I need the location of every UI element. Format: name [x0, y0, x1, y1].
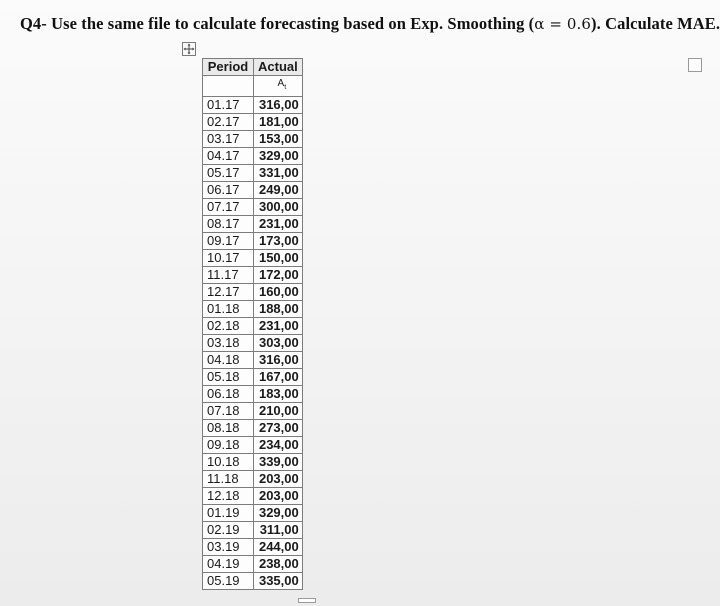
- period-cell: 02.19: [203, 522, 254, 539]
- actual-cell: 335,00: [254, 573, 303, 590]
- actual-cell: 167,00: [254, 369, 303, 386]
- period-cell: 03.19: [203, 539, 254, 556]
- actual-cell: 234,00: [254, 437, 303, 454]
- actual-cell: 210,00: [254, 403, 303, 420]
- table-row: [203, 182, 303, 199]
- period-cell: 04.18: [203, 352, 254, 369]
- table-row: [203, 318, 303, 335]
- table-row: [203, 301, 303, 318]
- period-cell: 01.19: [203, 505, 254, 522]
- question-text: [20, 14, 720, 34]
- period-cell: 10.17: [203, 250, 254, 267]
- table-row: [203, 539, 303, 556]
- period-cell: 03.17: [203, 131, 254, 148]
- data-table: [202, 58, 303, 590]
- table-row: [203, 437, 303, 454]
- actual-cell: 244,00: [254, 539, 303, 556]
- period-cell: 02.17: [203, 114, 254, 131]
- period-cell: 11.17: [203, 267, 254, 284]
- actual-cell: 203,00: [254, 471, 303, 488]
- table-body: [203, 97, 303, 590]
- period-cell: 08.17: [203, 216, 254, 233]
- actual-cell: 183,00: [254, 386, 303, 403]
- selection-corner-handle: [298, 598, 316, 603]
- table-header-row: [203, 59, 303, 76]
- table-row: [203, 403, 303, 420]
- table-row: [203, 522, 303, 539]
- table-row: [203, 131, 303, 148]
- actual-cell: 181,00: [254, 114, 303, 131]
- period-cell: 07.17: [203, 199, 254, 216]
- period-cell: 12.17: [203, 284, 254, 301]
- actual-cell: 273,00: [254, 420, 303, 437]
- table-row: [203, 148, 303, 165]
- actual-cell: 311,00: [254, 522, 303, 539]
- period-cell: 12.18: [203, 488, 254, 505]
- period-cell: 06.18: [203, 386, 254, 403]
- table-row: [203, 165, 303, 182]
- table-row: [203, 556, 303, 573]
- move-arrows-icon[interactable]: [182, 42, 196, 56]
- period-cell: 06.17: [203, 182, 254, 199]
- table-row: [203, 250, 303, 267]
- period-cell: 04.19: [203, 556, 254, 573]
- actual-cell: 339,00: [254, 454, 303, 471]
- period-cell: 09.17: [203, 233, 254, 250]
- actual-cell: 153,00: [254, 131, 303, 148]
- period-cell: 05.17: [203, 165, 254, 182]
- text-box-edge: [688, 58, 702, 72]
- actual-cell: 172,00: [254, 267, 303, 284]
- period-cell: 09.18: [203, 437, 254, 454]
- subscript-t: t: [284, 84, 287, 91]
- alpha-value: α = 0.6: [534, 15, 592, 33]
- table-row: [203, 488, 303, 505]
- actual-cell: 203,00: [254, 488, 303, 505]
- actual-cell: 188,00: [254, 301, 303, 318]
- table-row: [203, 199, 303, 216]
- period-cell: 05.18: [203, 369, 254, 386]
- table-row: [203, 386, 303, 403]
- table-row: [203, 420, 303, 437]
- header-period: Period: [203, 59, 254, 76]
- actual-cell: 316,00: [254, 352, 303, 369]
- period-cell: 02.18: [203, 318, 254, 335]
- table-row: [203, 97, 303, 114]
- table-row: [203, 471, 303, 488]
- actual-cell: 249,00: [254, 182, 303, 199]
- table-row: [203, 335, 303, 352]
- actual-cell: 160,00: [254, 284, 303, 301]
- table-subheader-row: [203, 76, 303, 97]
- period-cell: 05.19: [203, 573, 254, 590]
- actual-cell: 329,00: [254, 505, 303, 522]
- table-row: [203, 454, 303, 471]
- actual-cell: 329,00: [254, 148, 303, 165]
- period-cell: 04.17: [203, 148, 254, 165]
- period-cell: 01.18: [203, 301, 254, 318]
- table-row: [203, 505, 303, 522]
- actual-cell: 331,00: [254, 165, 303, 182]
- period-cell: 01.17: [203, 97, 254, 114]
- actual-cell: 173,00: [254, 233, 303, 250]
- actual-cell: 303,00: [254, 335, 303, 352]
- period-cell: 08.18: [203, 420, 254, 437]
- period-cell: 10.18: [203, 454, 254, 471]
- table-row: [203, 352, 303, 369]
- header-actual: Actual: [254, 59, 303, 76]
- actual-cell: 231,00: [254, 216, 303, 233]
- subheader-empty: [203, 76, 254, 97]
- period-cell: 11.18: [203, 471, 254, 488]
- actual-cell: 150,00: [254, 250, 303, 267]
- actual-cell: 231,00: [254, 318, 303, 335]
- table-row: [203, 114, 303, 131]
- table-row: [203, 573, 303, 590]
- subheader-actual: $A_t$: [254, 76, 303, 97]
- question-suffix: ). Calculate MAE.: [591, 14, 720, 33]
- actual-cell: 238,00: [254, 556, 303, 573]
- table-row: [203, 216, 303, 233]
- table-row: [203, 369, 303, 386]
- actual-cell: 300,00: [254, 199, 303, 216]
- table-row: [203, 284, 303, 301]
- period-cell: 03.18: [203, 335, 254, 352]
- period-cell: 07.18: [203, 403, 254, 420]
- table-row: [203, 233, 303, 250]
- actual-cell: 316,00: [254, 97, 303, 114]
- table-row: [203, 267, 303, 284]
- question-prefix: Q4- Use the same file to calculate forecasting based on Exp. Smoothing (: [20, 14, 535, 33]
